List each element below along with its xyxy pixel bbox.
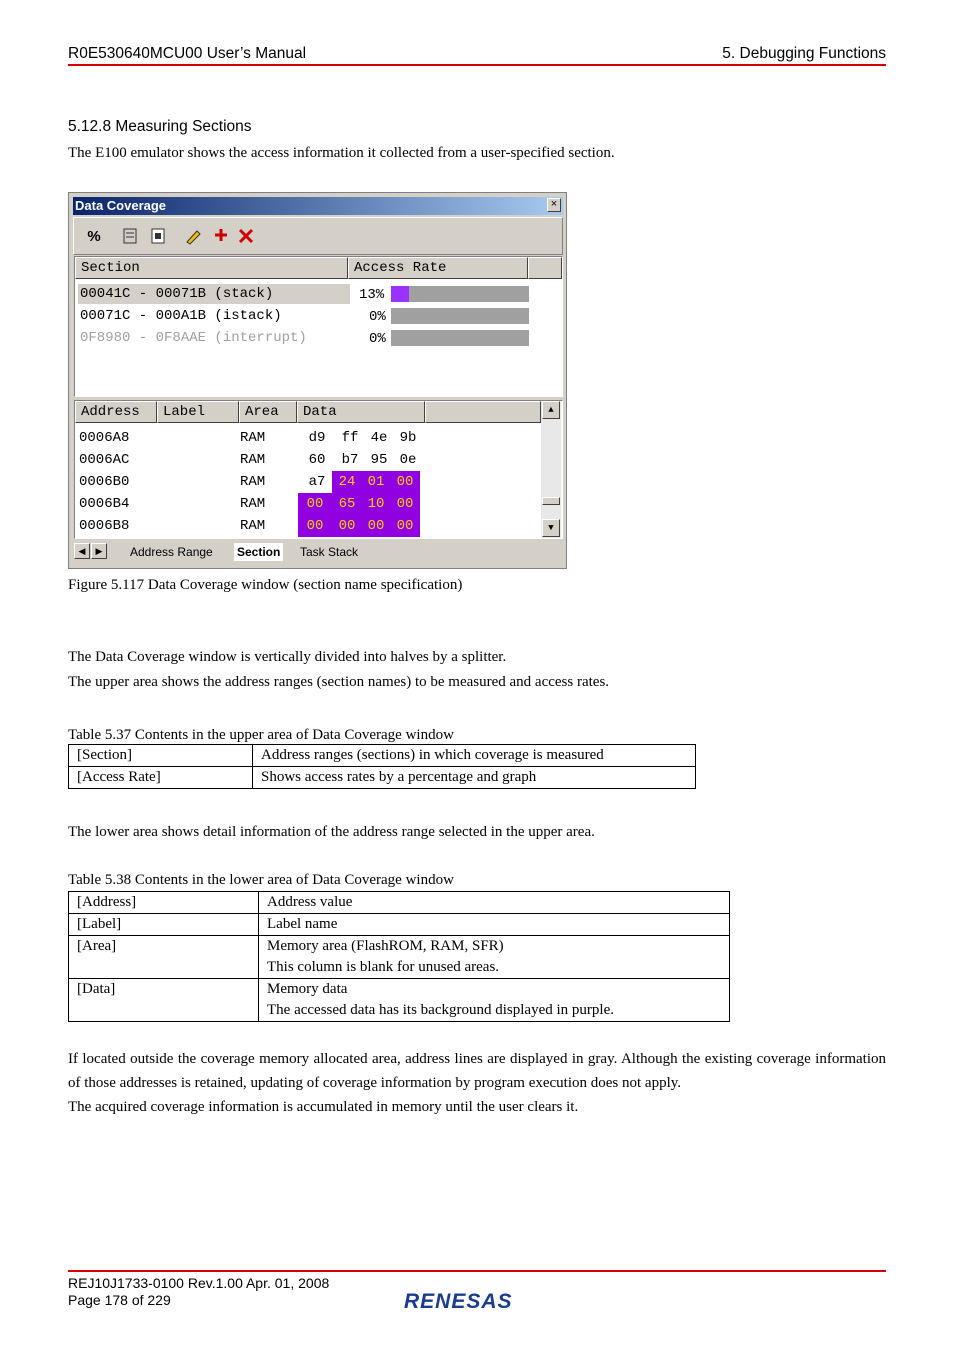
rate-text-1: 0% [369, 309, 386, 325]
data-byte-accessed[interactable]: 00 [332, 515, 362, 537]
rate-bar-1 [391, 308, 529, 324]
column-section[interactable]: Section [75, 257, 348, 279]
data-byte-accessed[interactable]: 00 [298, 515, 332, 537]
tab-section[interactable]: Section [234, 543, 283, 561]
section-heading: 5.12.8 Measuring Sections [68, 118, 252, 135]
percent-icon[interactable]: % [87, 228, 101, 245]
data-byte-accessed[interactable]: 24 [332, 471, 362, 493]
section-intro: The E100 emulator shows the access information it collected from a user-specified section. [68, 145, 615, 161]
table-cell: [Section] [69, 745, 253, 767]
rate-bar-2 [391, 330, 529, 346]
table1-caption: Table 5.37 Contents in the upper area of Data Coverage window [68, 727, 454, 743]
column-label[interactable]: Label [157, 401, 239, 423]
table-row [69, 767, 696, 789]
data-byte-accessed[interactable]: 01 [361, 471, 391, 493]
table-cell: [Address] [69, 892, 259, 914]
data-byte[interactable]: ff [341, 430, 359, 446]
header-rule [68, 64, 886, 66]
tab-address-range[interactable]: Address Range [130, 545, 213, 559]
window-title: Data Coverage [75, 198, 167, 213]
data-byte-accessed[interactable]: 00 [390, 493, 420, 515]
column-address[interactable]: Address [75, 401, 157, 423]
table-cell-line: The accessed data has its background displayed in purple. [267, 1002, 614, 1018]
edit-icon[interactable] [184, 227, 204, 247]
data-byte-accessed[interactable]: 10 [361, 493, 391, 515]
area-cell: RAM [240, 452, 266, 468]
table-cell: [Area] [69, 936, 259, 979]
renesas-logo: RENESAS [404, 1290, 513, 1313]
tab-scroll-left-icon[interactable]: ◀ [74, 543, 90, 559]
table-lower-area [68, 891, 730, 1022]
table-row [69, 892, 730, 914]
paragraph-2: The upper area shows the address ranges (section names) to be measured and access rates. [68, 674, 610, 690]
table-cell: Address value [259, 892, 730, 914]
address-cell: 0006AC [79, 452, 130, 468]
rate-bar-0 [391, 286, 529, 302]
data-byte[interactable]: 95 [370, 452, 388, 468]
column-data[interactable]: Data [297, 401, 425, 423]
column-access-rate[interactable]: Access Rate [348, 257, 528, 279]
header-manual-title: R0E530640MCU00 User’s Manual [68, 45, 307, 62]
footer-page: Page 178 of 229 [68, 1292, 171, 1308]
table-upper-area [68, 744, 696, 789]
table-cell-line: Memory area (FlashROM, RAM, SFR) [267, 938, 504, 954]
area-cell: RAM [240, 496, 266, 512]
data-byte[interactable]: d9 [308, 430, 326, 446]
lower-pane [74, 400, 563, 539]
tab-strip [74, 540, 563, 564]
data-byte-accessed[interactable]: 65 [332, 493, 362, 515]
paragraph-4: If located outside the coverage memory allocated area, address lines are displayed in gray. Although the existing coverage information of those addresses is retained, updating of coverage information by program execution does not apply. [68, 1051, 886, 1091]
table-cell: Address ranges (sections) in which coverage is measured [253, 745, 696, 767]
data-byte[interactable]: 60 [308, 452, 326, 468]
add-icon[interactable] [210, 227, 230, 247]
section-row-1[interactable]: 00071C - 000A1B (istack) [80, 308, 282, 324]
scroll-down-icon[interactable]: ▼ [542, 519, 560, 537]
rate-text-2: 0% [369, 331, 386, 347]
data-byte[interactable]: a7 [308, 474, 326, 490]
table-cell-line: Memory data [267, 981, 348, 997]
paragraph-3: The lower area shows detail information of the address range selected in the upper area. [68, 824, 595, 840]
rate-text-0: 13% [359, 287, 385, 303]
table-cell-line: This column is blank for unused areas. [267, 959, 500, 975]
table-cell: [Access Rate] [69, 767, 253, 789]
header-chapter: 5. Debugging Functions [722, 45, 886, 62]
upper-pane [74, 256, 563, 397]
paragraph-5: The acquired coverage information is accumulated in memory until the user clears it. [68, 1099, 579, 1115]
table-cell: Shows access rates by a percentage and graph [253, 767, 696, 789]
table-cell: [Label] [69, 914, 259, 936]
close-icon[interactable]: × [547, 198, 561, 212]
section-row-2[interactable]: 0F8980 - 0F8AAE (interrupt) [80, 330, 307, 346]
window-titlebar [73, 197, 563, 215]
column-blank-lower [425, 401, 541, 423]
paragraph-1: The Data Coverage window is vertically divided into halves by a splitter. [68, 649, 507, 665]
table-cell: Label name [259, 914, 730, 936]
rate-bar-fill [391, 286, 409, 302]
address-cell: 0006A8 [79, 430, 130, 446]
data-byte[interactable]: 4e [370, 430, 388, 446]
data-byte-accessed[interactable]: 00 [361, 515, 391, 537]
address-cell: 0006B8 [79, 518, 130, 534]
address-cell: 0006B4 [79, 496, 130, 512]
memory-icon[interactable] [148, 227, 168, 247]
column-area[interactable]: Area [239, 401, 297, 423]
delete-icon[interactable] [236, 227, 256, 247]
data-byte[interactable]: 9b [399, 430, 417, 446]
data-byte[interactable]: 0e [399, 452, 417, 468]
table-cell [259, 936, 730, 979]
section-row-0[interactable]: 00041C - 00071B (stack) [78, 284, 350, 304]
data-byte[interactable]: b7 [341, 452, 359, 468]
footer-doc-id: REJ10J1733-0100 Rev.1.00 Apr. 01, 2008 [68, 1275, 330, 1291]
data-byte-accessed[interactable]: 00 [390, 515, 420, 537]
table-row [69, 936, 730, 979]
table-cell: [Data] [69, 979, 259, 1022]
table-row [69, 914, 730, 936]
data-byte-accessed[interactable]: 00 [298, 493, 332, 515]
scroll-up-icon[interactable]: ▲ [542, 401, 560, 419]
table2-caption: Table 5.38 Contents in the lower area of Data Coverage window [68, 872, 454, 888]
table-row [69, 745, 696, 767]
column-blank [528, 257, 562, 279]
scroll-thumb[interactable] [542, 497, 560, 505]
table-row [69, 979, 730, 1022]
coverage-icon[interactable] [120, 227, 140, 247]
area-cell: RAM [240, 518, 266, 534]
vertical-scrollbar[interactable] [541, 401, 561, 538]
toolbar [73, 217, 563, 255]
tab-scroll-right-icon[interactable]: ▶ [91, 543, 107, 559]
figure-caption: Figure 5.117 Data Coverage window (section name specification) [68, 577, 463, 593]
table-cell [259, 979, 730, 1022]
address-cell: 0006B0 [79, 474, 130, 490]
tab-task-stack[interactable]: Task Stack [300, 545, 359, 559]
data-byte-accessed[interactable]: 00 [390, 471, 420, 493]
area-cell: RAM [240, 430, 266, 446]
area-cell: RAM [240, 474, 266, 490]
footer-rule [68, 1270, 886, 1272]
data-coverage-window [68, 192, 567, 569]
